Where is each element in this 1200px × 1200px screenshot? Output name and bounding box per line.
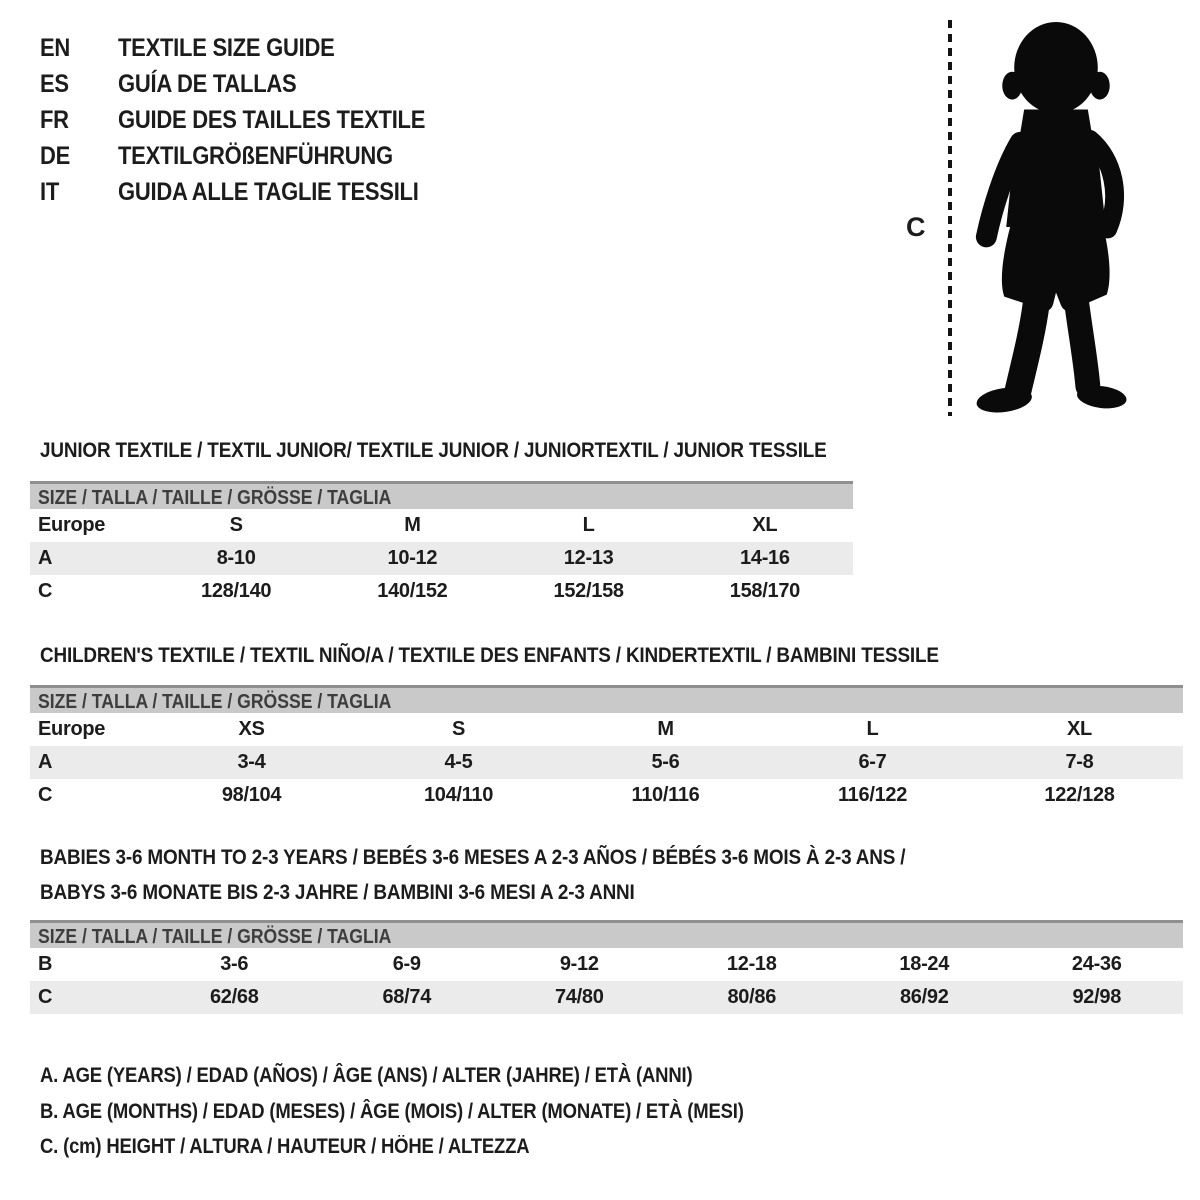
language-code xyxy=(40,174,118,210)
cell-value: 140/152 xyxy=(377,580,448,602)
table-row xyxy=(30,981,1183,1014)
language-row xyxy=(40,138,467,174)
size-section xyxy=(30,840,1183,1014)
section-heading-line xyxy=(40,875,1183,910)
size-section xyxy=(30,643,1183,812)
cell-value: 18-24 xyxy=(899,953,950,975)
cell-value: 80/86 xyxy=(727,986,777,1008)
language-row xyxy=(40,30,467,66)
language-code-text: FR xyxy=(40,106,69,134)
language-title-text: TEXTILE SIZE GUIDE xyxy=(118,34,335,62)
cell-value: 92/98 xyxy=(1072,986,1122,1008)
cell-value: 9-12 xyxy=(559,953,599,975)
legend-line xyxy=(40,1129,1183,1165)
language-code xyxy=(40,102,118,138)
cell-value: M xyxy=(404,514,421,536)
cell-value: 152/158 xyxy=(553,580,624,602)
row-label: C xyxy=(38,986,53,1008)
row-label: B xyxy=(38,953,53,975)
cell-value: XL xyxy=(752,514,778,536)
section-heading-line xyxy=(40,438,1183,462)
section-heading-text: JUNIOR TEXTILE / TEXTIL JUNIOR/ TEXTILE JUNIOR / JUNIORTEXTIL / JUNIOR TESSILE xyxy=(40,438,827,462)
row-label: C xyxy=(38,580,53,602)
language-row xyxy=(40,174,467,210)
size-bar xyxy=(30,481,853,509)
legend-line-text: C. (cm) HEIGHT / ALTURA / HAUTEUR / HÖHE / ALTEZZA xyxy=(40,1135,530,1158)
language-row xyxy=(40,102,467,138)
language-title xyxy=(118,30,364,66)
cell-value: XL xyxy=(1067,718,1092,740)
cell-value: 98/104 xyxy=(221,784,282,806)
cell-value: 5-6 xyxy=(651,751,680,773)
size-sections xyxy=(30,438,1183,1014)
size-table xyxy=(30,509,853,608)
cell-value: 6-9 xyxy=(392,953,421,975)
size-bar xyxy=(30,920,1183,948)
cell-value: 62/68 xyxy=(209,986,259,1008)
row-label: Europe xyxy=(38,514,106,536)
language-code-text: EN xyxy=(40,34,71,62)
cell-value: 122/128 xyxy=(1044,784,1115,806)
language-title xyxy=(118,66,321,102)
language-title xyxy=(118,138,430,174)
size-bar xyxy=(30,685,1183,713)
language-code-text: ES xyxy=(40,70,69,98)
section-heading xyxy=(30,840,1183,910)
row-label: Europe xyxy=(38,718,106,740)
language-title xyxy=(118,102,467,138)
language-title-text: TEXTILGRÖßENFÜHRUNG xyxy=(118,142,393,170)
language-row xyxy=(40,66,467,102)
section-heading xyxy=(30,438,1183,462)
height-dashed-line xyxy=(948,20,952,416)
language-title-list xyxy=(40,30,467,210)
cell-value: 14-16 xyxy=(740,547,790,569)
cell-value: 86/92 xyxy=(899,986,949,1008)
table-row xyxy=(30,713,1183,746)
cell-value: 10-12 xyxy=(387,547,438,569)
language-title-text: GUIDE DES TAILLES TEXTILE xyxy=(118,106,426,134)
cell-value: S xyxy=(451,718,466,740)
language-code-text: DE xyxy=(40,142,71,170)
legend-line-text: A. AGE (YEARS) / EDAD (AÑOS) / ÂGE (ANS) / ALTER (JAHRE) / ETÀ (ANNI) xyxy=(40,1064,693,1087)
cell-value: S xyxy=(229,514,243,536)
cell-value: L xyxy=(866,718,879,740)
legend-line xyxy=(40,1094,1183,1130)
size-table-body xyxy=(30,948,1183,1014)
cell-value: 4-5 xyxy=(444,751,473,773)
cell-value: 12-13 xyxy=(563,547,614,569)
cell-value: 74/80 xyxy=(554,986,604,1008)
cell-value: 12-18 xyxy=(726,953,777,975)
cell-value: 116/122 xyxy=(837,784,908,806)
section-heading-text: CHILDREN'S TEXTILE / TEXTIL NIÑO/A / TEXTILE DES ENFANTS / KINDERTEXTIL / BAMBINI TESSILE xyxy=(40,643,939,667)
cell-value: XS xyxy=(238,718,265,740)
toddler-silhouette-icon xyxy=(973,18,1135,416)
height-measure-label: C xyxy=(906,212,926,242)
size-bar-text: SIZE / TALLA / TAILLE / GRÖSSE / TAGLIA xyxy=(38,487,392,509)
cell-value: 24-36 xyxy=(1071,953,1122,975)
size-section xyxy=(30,438,1183,608)
language-code xyxy=(40,66,118,102)
size-table-body xyxy=(30,713,1183,812)
row-label: A xyxy=(38,751,53,773)
size-table xyxy=(30,948,1183,1014)
table-row xyxy=(30,746,1183,779)
size-table-body xyxy=(30,509,853,608)
cell-value: 128/140 xyxy=(201,580,272,602)
cell-value: 158/170 xyxy=(729,580,800,602)
language-code xyxy=(40,30,118,66)
cell-value: M xyxy=(657,718,674,740)
cell-value: 68/74 xyxy=(382,986,432,1008)
cell-value: 6-7 xyxy=(858,751,887,773)
row-label: A xyxy=(38,547,53,569)
language-title-text: GUIDA ALLE TAGLIE TESSILI xyxy=(118,178,419,206)
table-row xyxy=(30,509,853,542)
cell-value: 110/116 xyxy=(631,784,700,806)
legend-line-text: B. AGE (MONTHS) / EDAD (MESES) / ÂGE (MOIS) / ALTER (MONATE) / ETÀ (MESI) xyxy=(40,1099,744,1123)
size-bar-text: SIZE / TALLA / TAILLE / GRÖSSE / TAGLIA xyxy=(38,691,392,713)
section-heading-line xyxy=(40,840,1183,875)
cell-value: 3-4 xyxy=(237,751,266,773)
language-title-text: GUÍA DE TALLAS xyxy=(118,70,297,98)
section-heading xyxy=(30,643,1183,667)
cell-value: 3-6 xyxy=(220,953,249,975)
table-row xyxy=(30,575,853,608)
size-table xyxy=(30,713,1183,812)
table-row xyxy=(30,779,1183,812)
size-bar-text: SIZE / TALLA / TAILLE / GRÖSSE / TAGLIA xyxy=(38,926,392,948)
size-guide-content xyxy=(30,438,1183,1165)
section-heading-text: BABYS 3-6 MONATE BIS 2-3 JAHRE / BAMBINI 3-6 MESI A 2-3 ANNI xyxy=(40,880,635,904)
row-label: C xyxy=(38,784,53,806)
language-code xyxy=(40,138,118,174)
cell-value: L xyxy=(582,514,595,536)
cell-value: 104/110 xyxy=(423,784,494,806)
table-row xyxy=(30,542,853,575)
section-heading-line xyxy=(40,643,1183,667)
section-heading-text: BABIES 3-6 MONTH TO 2-3 YEARS / BEBÉS 3-6 MESES A 2-3 AÑOS / BÉBÉS 3-6 MOIS À 2-3 ANS / xyxy=(40,845,906,869)
measurement-legend xyxy=(30,1058,1183,1165)
language-code-text: IT xyxy=(40,178,60,206)
cell-value: 8-10 xyxy=(216,547,256,569)
cell-value: 7-8 xyxy=(1065,751,1094,773)
legend-line xyxy=(40,1058,1183,1094)
language-title xyxy=(118,174,460,210)
table-row xyxy=(30,948,1183,981)
